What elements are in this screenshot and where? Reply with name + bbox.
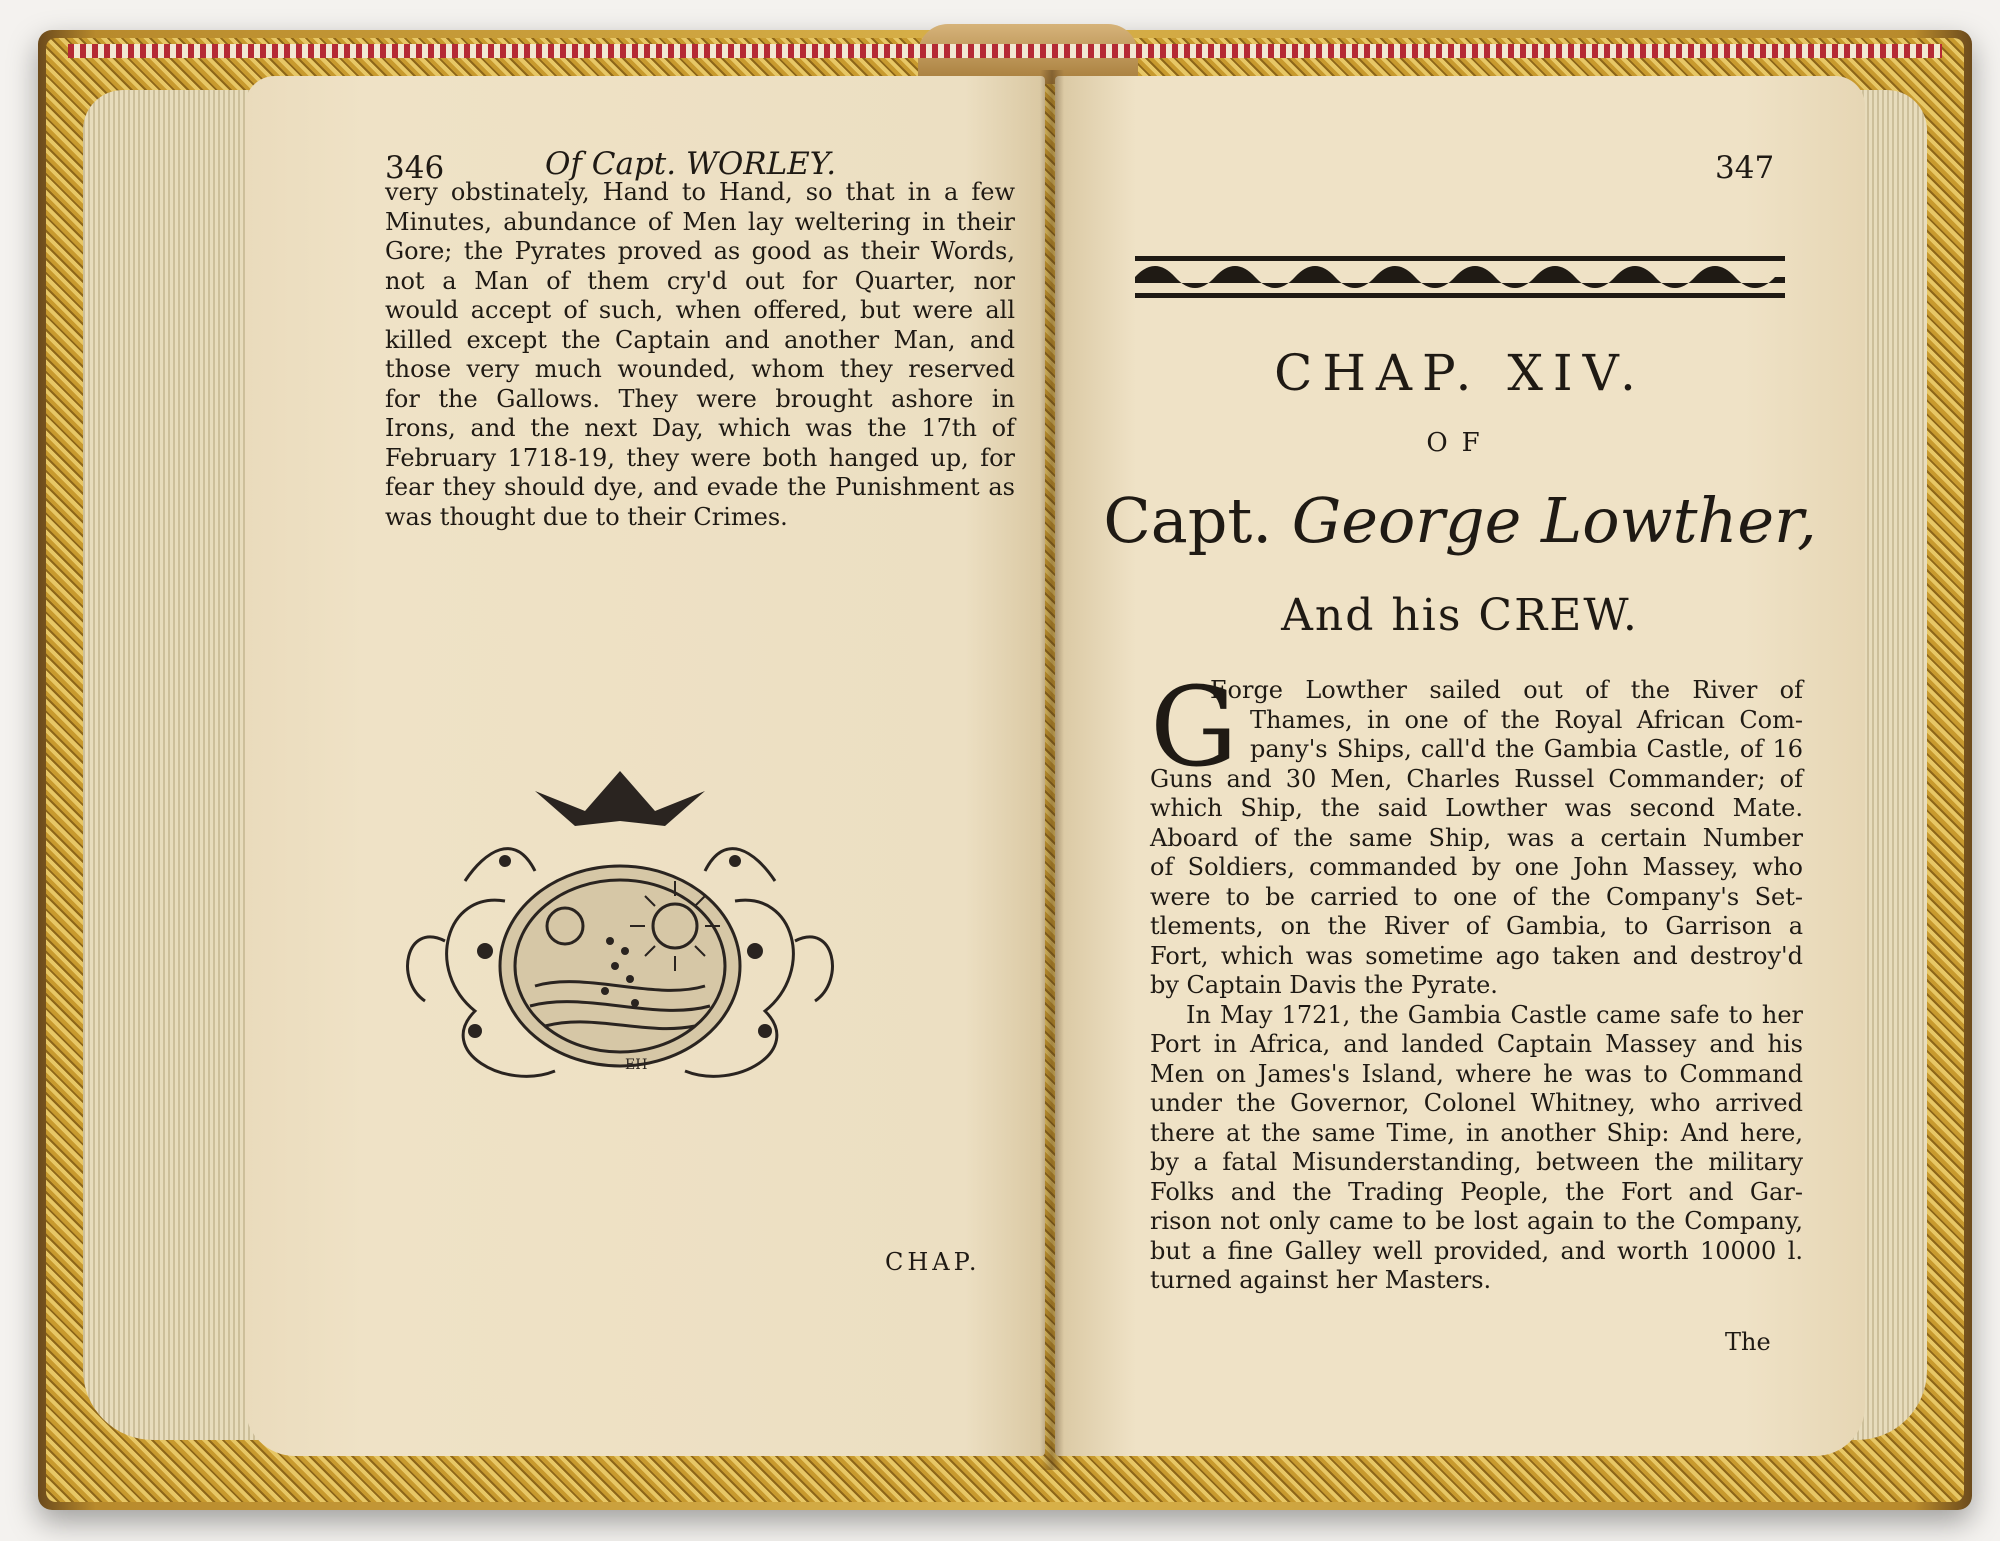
text-line: In May 1721, the Gambia Castle came safe to her <box>1186 1000 1803 1029</box>
text-line: Gore; the Pyrates proved as good as their Words, <box>385 237 1015 265</box>
crew-heading: And his CREW. <box>1281 590 1639 641</box>
text-line: by Captain Davis the Pyrate. <box>1150 971 1498 999</box>
text-line: would accept of such, when offered, but were all <box>385 296 1015 324</box>
headband <box>68 44 1942 58</box>
text-line: tlements, on the River of Gambia, to Garrison a <box>1150 912 1803 940</box>
text-line: which Ship, the said Lowther was second Mate. <box>1150 794 1803 822</box>
printers-ornament-band <box>1135 254 1785 300</box>
text-line: Port in Africa, and landed Captain Massey and his <box>1150 1030 1803 1058</box>
right-page <box>1055 76 1865 1456</box>
engraver-initials: EH <box>625 1057 648 1073</box>
text-line: by a fatal Misunderstanding, between the military <box>1150 1148 1803 1176</box>
left-catchword: CHAP. <box>885 1248 981 1276</box>
title-name: George Lowther, <box>1291 484 1817 557</box>
text-line: February 1718-19, they were both hanged up, for <box>385 443 1015 472</box>
text-line: Aboard of the same Ship, was a certain Number <box>1150 823 1803 852</box>
chapter-label: CHAP. XIV. <box>1274 344 1646 402</box>
text-line: pany's Ships, call'd the Gambia Castle, of 16 <box>1250 735 1803 763</box>
text-line: Folks and the Trading People, the Fort and Gar- <box>1150 1177 1803 1206</box>
left-page-number: 346 <box>385 150 445 186</box>
text-line: turned against her Masters. <box>1150 1266 1492 1294</box>
text-line: killed except the Captain and another Man, and <box>385 325 1015 354</box>
text-line: Thames, in one of the Royal African Com- <box>1250 705 1803 734</box>
right-catchword: The <box>1725 1328 1771 1356</box>
text-line: very obstinately, Hand to Hand, so that in a few <box>385 178 1015 206</box>
text-line: but a fine Galley well provided, and worth 10000 l. <box>1150 1236 1803 1265</box>
text-line: was thought due to their Crimes. <box>385 502 788 531</box>
text-line: Irons, and the next Day, which was the 17th of <box>385 414 1015 442</box>
text-line: Guns and 30 Men, Charles Russel Commander; of <box>1150 764 1803 793</box>
text-line: fear they should dye, and evade the Punishment as <box>385 473 1015 501</box>
text-line: for the Gallows. They were brought ashore in <box>385 384 1015 413</box>
right-body-text <box>1150 676 1803 1296</box>
text-line: under the Governor, Colonel Whitney, who arrived <box>1150 1089 1803 1117</box>
text-line: there at the same Time, in another Ship: And here, <box>1150 1118 1803 1147</box>
left-body-text <box>385 178 1015 532</box>
title-prefix: Capt. <box>1103 484 1273 557</box>
book-gutter <box>1040 70 1064 1470</box>
drop-cap: G <box>1150 663 1238 791</box>
of-label: OF <box>1426 428 1494 458</box>
text-line: were to be carried to one of the Company's Set- <box>1150 882 1803 911</box>
right-page-number: 347 <box>1715 150 1775 186</box>
text-line: those very much wounded, whom they reserved <box>385 355 1015 383</box>
left-page <box>245 76 1045 1456</box>
text-line: Fort, which was sometime ago taken and destroy'd <box>1150 941 1803 970</box>
text-line: Eorge Lowther sailed out of the River of <box>1210 676 1803 704</box>
text-line: Minutes, abundance of Men lay weltering in their <box>385 207 1015 236</box>
engraved-vignette <box>385 751 855 1111</box>
text-line: rison not only came to be lost again to the Company, <box>1150 1207 1803 1235</box>
chapter-title <box>1055 484 1865 557</box>
text-line: Men on James's Island, where he was to Command <box>1150 1059 1803 1088</box>
text-line: of Soldiers, commanded by one John Massey, who <box>1150 853 1803 881</box>
left-running-head: Of Capt. WORLEY. <box>545 146 837 182</box>
text-line: not a Man of them cry'd out for Quarter, nor <box>385 266 1015 295</box>
